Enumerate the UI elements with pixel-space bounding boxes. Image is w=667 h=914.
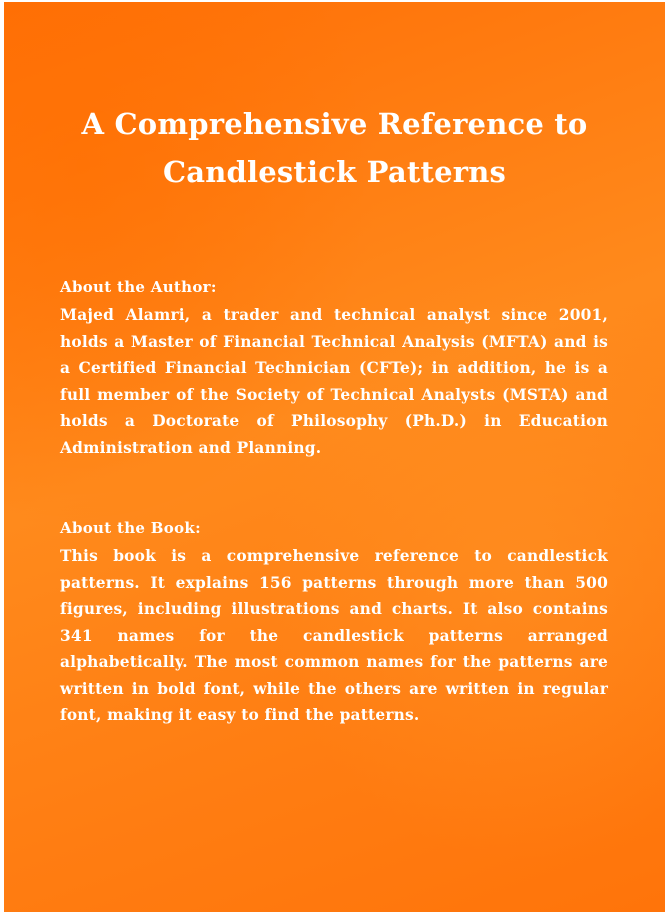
about-author-section <box>60 278 608 461</box>
about-book-text: This book is a comprehensive reference to candlestick patterns. It explains 156 patterns through more than 500 figures, including illustrations and charts. It also contains 341 names for the candlestick patterns arranged alphabetically. The most common names for the patterns are written in bold font, while the others are written in regular font, making it easy to find the patterns. <box>60 547 608 724</box>
about-book-heading: About the Book: <box>60 519 201 537</box>
about-book-section <box>60 519 608 729</box>
book-title: A Comprehensive Reference to Candlestick Patterns <box>81 107 588 189</box>
about-author-text: Majed Alamri, a trader and technical analyst since 2001, holds a Master of Financial Technical Analysis (MFTA) and is a Certified Financial Technician (CFTe); in addition, he is a full member of the Society of Technical Analysts (MSTA) and holds a Doctorate of Philosophy (Ph.D.) in Education Administration and Planning. <box>60 306 608 457</box>
back-cover <box>4 2 665 912</box>
about-author-heading: About the Author: <box>60 278 217 296</box>
